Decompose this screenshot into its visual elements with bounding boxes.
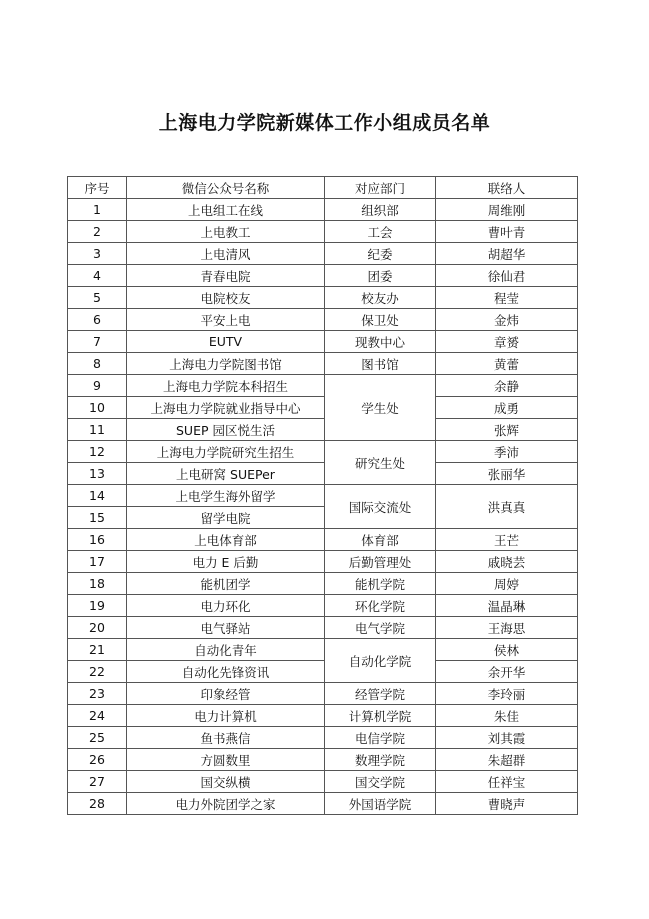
table-row bbox=[68, 265, 578, 287]
cell-dept: 电信学院 bbox=[325, 727, 436, 749]
cell-dept: 能机学院 bbox=[325, 573, 436, 595]
cell-contact: 张丽华 bbox=[436, 463, 578, 485]
cell-no: 20 bbox=[68, 617, 127, 639]
header-dept: 对应部门 bbox=[325, 177, 436, 199]
cell-contact: 朱超群 bbox=[436, 749, 578, 771]
cell-account: 上电组工在线 bbox=[127, 199, 325, 221]
table-row bbox=[68, 617, 578, 639]
cell-no: 18 bbox=[68, 573, 127, 595]
table-row bbox=[68, 529, 578, 551]
table-row bbox=[68, 595, 578, 617]
cell-contact: 曹叶青 bbox=[436, 221, 578, 243]
cell-account: 留学电院 bbox=[127, 507, 325, 529]
cell-no: 22 bbox=[68, 661, 127, 683]
cell-no: 12 bbox=[68, 441, 127, 463]
table-row bbox=[68, 287, 578, 309]
cell-dept: 电气学院 bbox=[325, 617, 436, 639]
cell-dept: 经管学院 bbox=[325, 683, 436, 705]
cell-no: 4 bbox=[68, 265, 127, 287]
cell-account: 上海电力学院图书馆 bbox=[127, 353, 325, 375]
table-row bbox=[68, 551, 578, 573]
table-row bbox=[68, 375, 578, 397]
table-row bbox=[68, 331, 578, 353]
cell-dept: 体育部 bbox=[325, 529, 436, 551]
cell-dept: 环化学院 bbox=[325, 595, 436, 617]
cell-dept: 校友办 bbox=[325, 287, 436, 309]
cell-account: 上电清风 bbox=[127, 243, 325, 265]
table-row bbox=[68, 485, 578, 507]
cell-dept: 保卫处 bbox=[325, 309, 436, 331]
cell-no: 1 bbox=[68, 199, 127, 221]
table-row bbox=[68, 639, 578, 661]
cell-contact: 程莹 bbox=[436, 287, 578, 309]
cell-dept: 外国语学院 bbox=[325, 793, 436, 815]
cell-account: 上海电力学院研究生招生 bbox=[127, 441, 325, 463]
cell-account: 电力计算机 bbox=[127, 705, 325, 727]
cell-contact: 徐仙君 bbox=[436, 265, 578, 287]
table-row bbox=[68, 353, 578, 375]
cell-account: 平安上电 bbox=[127, 309, 325, 331]
cell-account: 上电体育部 bbox=[127, 529, 325, 551]
cell-no: 13 bbox=[68, 463, 127, 485]
cell-no: 10 bbox=[68, 397, 127, 419]
cell-account: 上电研窝 SUEPer bbox=[127, 463, 325, 485]
cell-contact: 侯林 bbox=[436, 639, 578, 661]
cell-no: 7 bbox=[68, 331, 127, 353]
table-row bbox=[68, 419, 578, 441]
cell-dept: 自动化学院 bbox=[325, 639, 436, 683]
table-row bbox=[68, 309, 578, 331]
cell-dept: 后勤管理处 bbox=[325, 551, 436, 573]
cell-contact: 温晶琳 bbox=[436, 595, 578, 617]
table-row bbox=[68, 221, 578, 243]
table-body bbox=[68, 199, 578, 815]
cell-account: 能机团学 bbox=[127, 573, 325, 595]
table-row bbox=[68, 441, 578, 463]
cell-account: 上海电力学院本科招生 bbox=[127, 375, 325, 397]
cell-contact: 周婷 bbox=[436, 573, 578, 595]
cell-account: 方圆数里 bbox=[127, 749, 325, 771]
cell-account: 青春电院 bbox=[127, 265, 325, 287]
cell-account: 鱼书燕信 bbox=[127, 727, 325, 749]
cell-no: 8 bbox=[68, 353, 127, 375]
cell-account: 上电学生海外留学 bbox=[127, 485, 325, 507]
table-row bbox=[68, 727, 578, 749]
table-row bbox=[68, 683, 578, 705]
cell-account: 上电教工 bbox=[127, 221, 325, 243]
cell-no: 16 bbox=[68, 529, 127, 551]
cell-account: 电力 E 后勤 bbox=[127, 551, 325, 573]
cell-no: 21 bbox=[68, 639, 127, 661]
cell-account: 上海电力学院就业指导中心 bbox=[127, 397, 325, 419]
cell-no: 6 bbox=[68, 309, 127, 331]
cell-dept: 纪委 bbox=[325, 243, 436, 265]
cell-no: 3 bbox=[68, 243, 127, 265]
table-row bbox=[68, 661, 578, 683]
cell-dept: 团委 bbox=[325, 265, 436, 287]
cell-no: 24 bbox=[68, 705, 127, 727]
cell-no: 17 bbox=[68, 551, 127, 573]
table-row bbox=[68, 749, 578, 771]
cell-contact: 季沛 bbox=[436, 441, 578, 463]
cell-contact: 曹晓声 bbox=[436, 793, 578, 815]
table-header-row bbox=[68, 177, 578, 199]
cell-account: 自动化青年 bbox=[127, 639, 325, 661]
table-row bbox=[68, 243, 578, 265]
cell-contact: 朱佳 bbox=[436, 705, 578, 727]
cell-no: 26 bbox=[68, 749, 127, 771]
cell-no: 28 bbox=[68, 793, 127, 815]
table-row bbox=[68, 771, 578, 793]
cell-contact: 章赟 bbox=[436, 331, 578, 353]
cell-dept: 图书馆 bbox=[325, 353, 436, 375]
cell-dept: 国际交流处 bbox=[325, 485, 436, 529]
table-row bbox=[68, 463, 578, 485]
cell-dept: 国交学院 bbox=[325, 771, 436, 793]
cell-account: 电力外院团学之家 bbox=[127, 793, 325, 815]
cell-no: 11 bbox=[68, 419, 127, 441]
cell-dept: 学生处 bbox=[325, 375, 436, 441]
header-no: 序号 bbox=[68, 177, 127, 199]
cell-account: 电院校友 bbox=[127, 287, 325, 309]
cell-dept: 现教中心 bbox=[325, 331, 436, 353]
cell-contact: 王芒 bbox=[436, 529, 578, 551]
cell-no: 15 bbox=[68, 507, 127, 529]
cell-contact: 任祥宝 bbox=[436, 771, 578, 793]
cell-dept: 工会 bbox=[325, 221, 436, 243]
cell-contact: 成勇 bbox=[436, 397, 578, 419]
cell-no: 23 bbox=[68, 683, 127, 705]
table-row bbox=[68, 573, 578, 595]
cell-account: 电力环化 bbox=[127, 595, 325, 617]
table-row bbox=[68, 397, 578, 419]
cell-contact: 周维刚 bbox=[436, 199, 578, 221]
cell-contact: 张辉 bbox=[436, 419, 578, 441]
cell-account: 印象经管 bbox=[127, 683, 325, 705]
cell-account: 电气驿站 bbox=[127, 617, 325, 639]
cell-contact: 刘其霞 bbox=[436, 727, 578, 749]
cell-no: 19 bbox=[68, 595, 127, 617]
document-title: 上海电力学院新媒体工作小组成员名单 bbox=[158, 112, 491, 134]
cell-account: 国交纵横 bbox=[127, 771, 325, 793]
cell-contact: 余静 bbox=[436, 375, 578, 397]
cell-account: 自动化先锋资讯 bbox=[127, 661, 325, 683]
cell-no: 2 bbox=[68, 221, 127, 243]
member-table bbox=[67, 176, 578, 815]
cell-contact: 胡超华 bbox=[436, 243, 578, 265]
cell-contact: 黄蕾 bbox=[436, 353, 578, 375]
cell-dept: 数理学院 bbox=[325, 749, 436, 771]
cell-contact: 戚晓芸 bbox=[436, 551, 578, 573]
table-row bbox=[68, 793, 578, 815]
table-row bbox=[68, 199, 578, 221]
cell-dept: 组织部 bbox=[325, 199, 436, 221]
cell-account: SUEP 园区悦生活 bbox=[127, 419, 325, 441]
header-contact: 联络人 bbox=[436, 177, 578, 199]
table-row bbox=[68, 705, 578, 727]
cell-account: EUTV bbox=[127, 331, 325, 353]
cell-no: 9 bbox=[68, 375, 127, 397]
cell-contact: 洪真真 bbox=[436, 485, 578, 529]
cell-contact: 金炜 bbox=[436, 309, 578, 331]
cell-dept: 计算机学院 bbox=[325, 705, 436, 727]
cell-contact: 余开华 bbox=[436, 661, 578, 683]
cell-contact: 王海思 bbox=[436, 617, 578, 639]
cell-no: 25 bbox=[68, 727, 127, 749]
header-account: 微信公众号名称 bbox=[127, 177, 325, 199]
cell-no: 27 bbox=[68, 771, 127, 793]
cell-dept: 研究生处 bbox=[325, 441, 436, 485]
cell-no: 14 bbox=[68, 485, 127, 507]
cell-contact: 李玲丽 bbox=[436, 683, 578, 705]
cell-no: 5 bbox=[68, 287, 127, 309]
